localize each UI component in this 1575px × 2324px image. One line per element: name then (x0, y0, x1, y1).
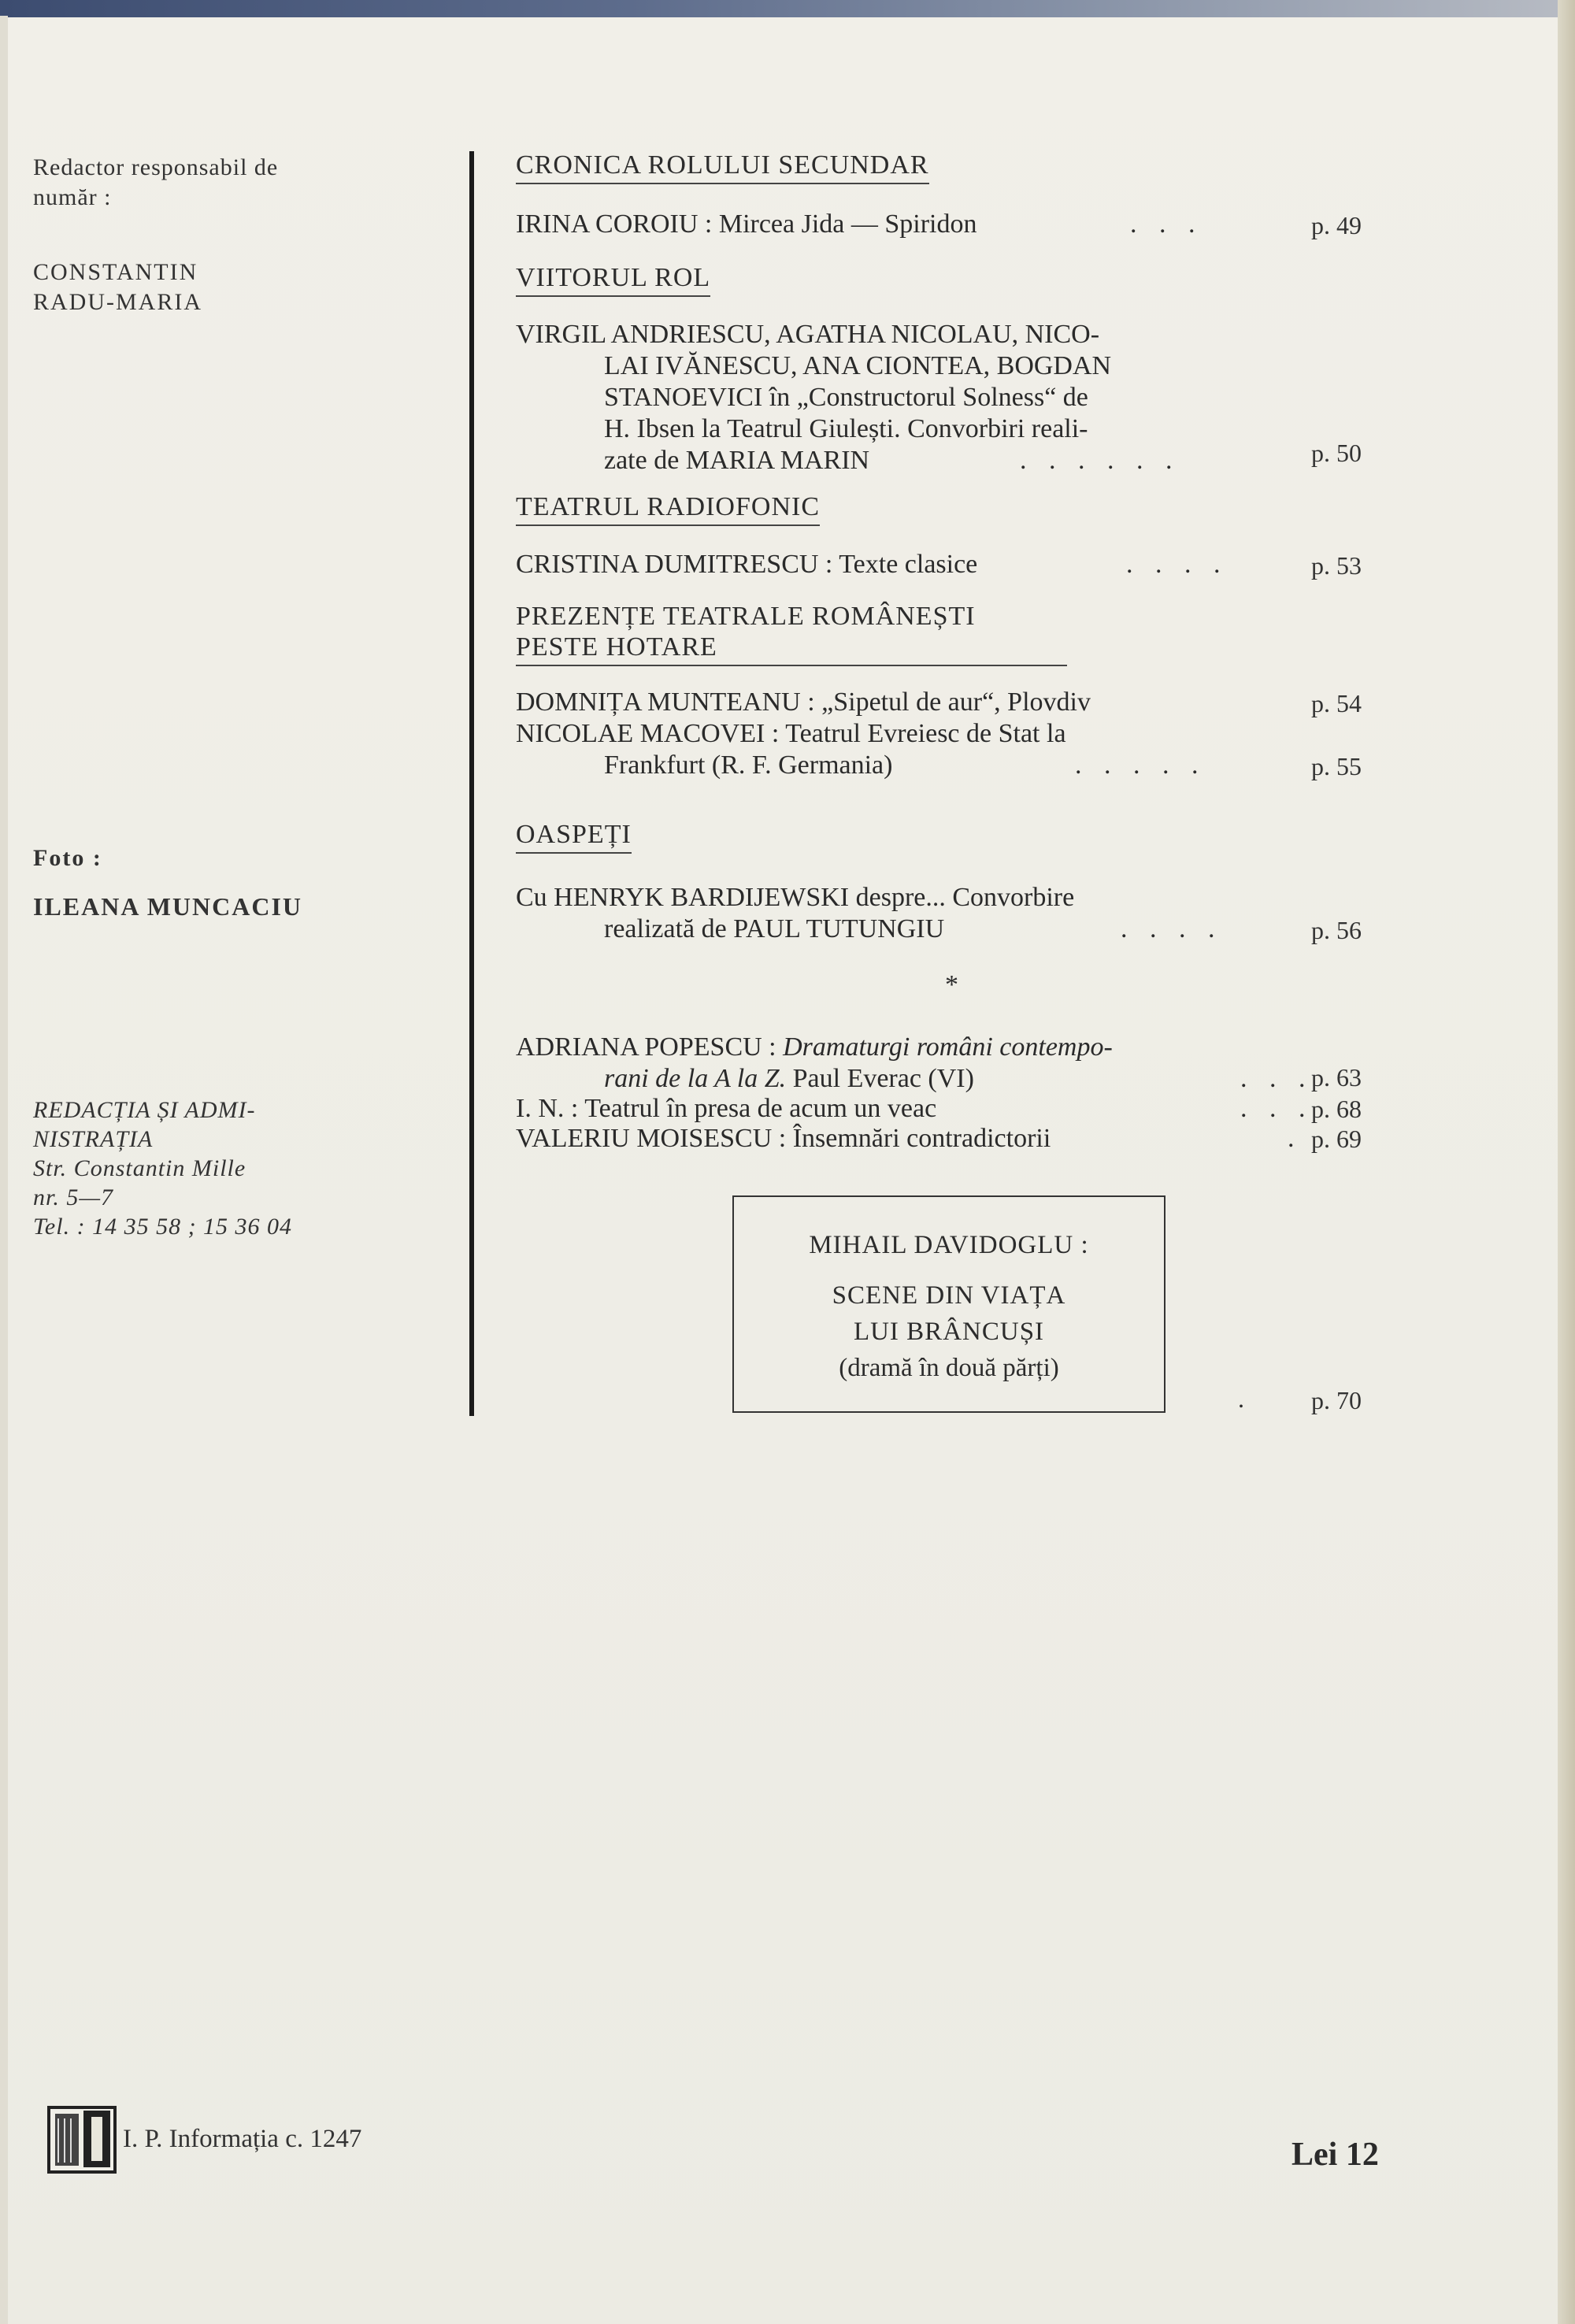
entry-line: Cu HENRYK BARDIJEWSKI despre... Convorbire (516, 883, 1075, 912)
editor-label-1: Redactor responsabil de (33, 154, 279, 180)
section-viitorul (516, 262, 1382, 297)
leader-dots: . (1288, 1124, 1303, 1153)
leader-dots: . . . (1240, 1094, 1314, 1123)
section-cronica (516, 150, 1382, 184)
photo-label: Foto : (33, 845, 102, 871)
toc-entry-8 (516, 1093, 1382, 1125)
photo-name: ILEANA MUNCACIU (33, 892, 303, 921)
entry-line: NICOLAE MACOVEI : Teatrul Evreiesc de Stat la (516, 719, 1066, 748)
page-ref-56: p. 56 (1311, 916, 1362, 944)
page-ref-70: p. 70 (1311, 1386, 1362, 1414)
page-ref-54: p. 54 (1311, 689, 1362, 717)
column-divider (469, 151, 474, 1416)
entry-title: Dramaturgi români contempo- (783, 1032, 1113, 1062)
featured-play-box (732, 1195, 1166, 1413)
toc-entry-6 (516, 882, 1382, 945)
entry-line (516, 1032, 1113, 1062)
section-radiofonic (516, 491, 1382, 526)
section-heading: CRONICA ROLULUI SECUNDAR (516, 150, 929, 184)
printer-text: I. P. Informația c. 1247 (123, 2124, 362, 2153)
leader-dots: . . . (1240, 1064, 1314, 1093)
editor-name-2: RADU-MARIA (33, 289, 202, 315)
printer-logo-icon (47, 2103, 117, 2175)
featured-title-1: SCENE DIN VIAȚA (832, 1281, 1066, 1310)
section-heading: OASPEȚI (516, 819, 632, 854)
price: Lei 12 (1292, 2137, 1379, 2173)
entry-line: LAI IVĂNESCU, ANA CIONTEA, BOGDAN (604, 351, 1112, 380)
entry-text: VALERIU MOISESCU : Însemnări contradictorii (516, 1124, 1051, 1153)
section-heading: VIITORUL ROL (516, 262, 710, 297)
entry-line (516, 445, 1382, 476)
entry-text: I. N. : Teatrul în presa de acum un veac (516, 1094, 937, 1123)
entry-text: ADRIANA POPESCU : (516, 1032, 784, 1062)
page-ref-63: p. 63 (1311, 1063, 1362, 1092)
section-oaspeti (516, 819, 1382, 854)
entry-line: H. Ibsen la Teatrul Giulești. Convorbiri reali- (604, 414, 1088, 443)
toc-entry-3 (516, 549, 1382, 580)
separator-star: * (945, 970, 958, 999)
leader-dots: . . . . (1126, 550, 1228, 579)
entry-title: rani de la A la Z. (604, 1064, 787, 1093)
toc-entry-4 (516, 687, 1382, 718)
leader-dots: . (1238, 1384, 1244, 1413)
leader-dots: . . . (1130, 209, 1203, 239)
editor-name-1: CONSTANTIN (33, 259, 198, 285)
toc-entry-5 (516, 718, 1382, 781)
address-line-5: Tel. : 14 35 58 ; 15 36 04 (33, 1214, 293, 1240)
entry-line (516, 914, 1382, 945)
featured-author: MIHAIL DAVIDOGLU : (809, 1231, 1089, 1259)
featured-subtitle: (dramă în două părți) (839, 1354, 1059, 1382)
entry-text: Paul Everac (VI) (786, 1064, 974, 1093)
printer-imprint (47, 2103, 361, 2175)
leader-dots: . . . . . . (1020, 446, 1180, 475)
entry-text: CRISTINA DUMITRESCU : Texte clasice (516, 550, 978, 579)
entry-text: realizată de PAUL TUTUNGIU (604, 914, 945, 943)
toc-entry-7 (516, 1032, 1382, 1095)
cover-edge (0, 0, 1575, 17)
page-ref-68: p. 68 (1311, 1095, 1362, 1123)
toc-entry-2 (516, 319, 1382, 476)
entry-line (516, 1063, 1382, 1095)
toc-entry-1 (516, 209, 1382, 240)
featured-title-2: LUI BRÂNCUȘI (853, 1318, 1045, 1346)
entry-line: STANOEVICI în „Constructorul Solness“ de (604, 383, 1088, 412)
entry-line: VIRGIL ANDRIESCU, AGATHA NICOLAU, NICO- (516, 320, 1100, 349)
address-line-3: Str. Constantin Mille (33, 1155, 246, 1181)
leader-dots: . . . . . (1075, 751, 1206, 780)
editor-label-2: număr : (33, 184, 112, 210)
address-line-2: NISTRAȚIA (33, 1126, 154, 1152)
page-ref-50: p. 50 (1311, 439, 1362, 467)
page-ref-49: p. 49 (1311, 211, 1362, 239)
address-line-4: nr. 5—7 (33, 1184, 114, 1210)
section-heading-line-2: PESTE HOTARE (516, 632, 1067, 666)
leader-dots: . . . . (1121, 914, 1223, 943)
section-peste-hotare (516, 601, 1382, 666)
entry-text: Frankfurt (R. F. Germania) (604, 751, 893, 780)
page-ref-69: p. 69 (1311, 1125, 1362, 1153)
page-edge-right (1558, 0, 1575, 2324)
entry-text: DOMNIȚA MUNTEANU : „Sipetul de aur“, Plovdiv (516, 688, 1091, 717)
page-ref-55: p. 55 (1311, 752, 1362, 780)
section-heading-line-1: PREZENȚE TEATRALE ROMÂNEȘTI (516, 602, 976, 631)
entry-text: IRINA COROIU : Mircea Jida — Spiridon (516, 209, 977, 239)
address-line-1: REDACȚIA ȘI ADMI- (33, 1097, 256, 1123)
page-ref-53: p. 53 (1311, 551, 1362, 580)
entry-line (516, 750, 1382, 781)
page-edge-left (0, 16, 8, 2324)
toc-entry-9 (516, 1123, 1382, 1155)
section-heading: TEATRUL RADIOFONIC (516, 491, 820, 526)
entry-text: zate de MARIA MARIN (604, 446, 870, 475)
